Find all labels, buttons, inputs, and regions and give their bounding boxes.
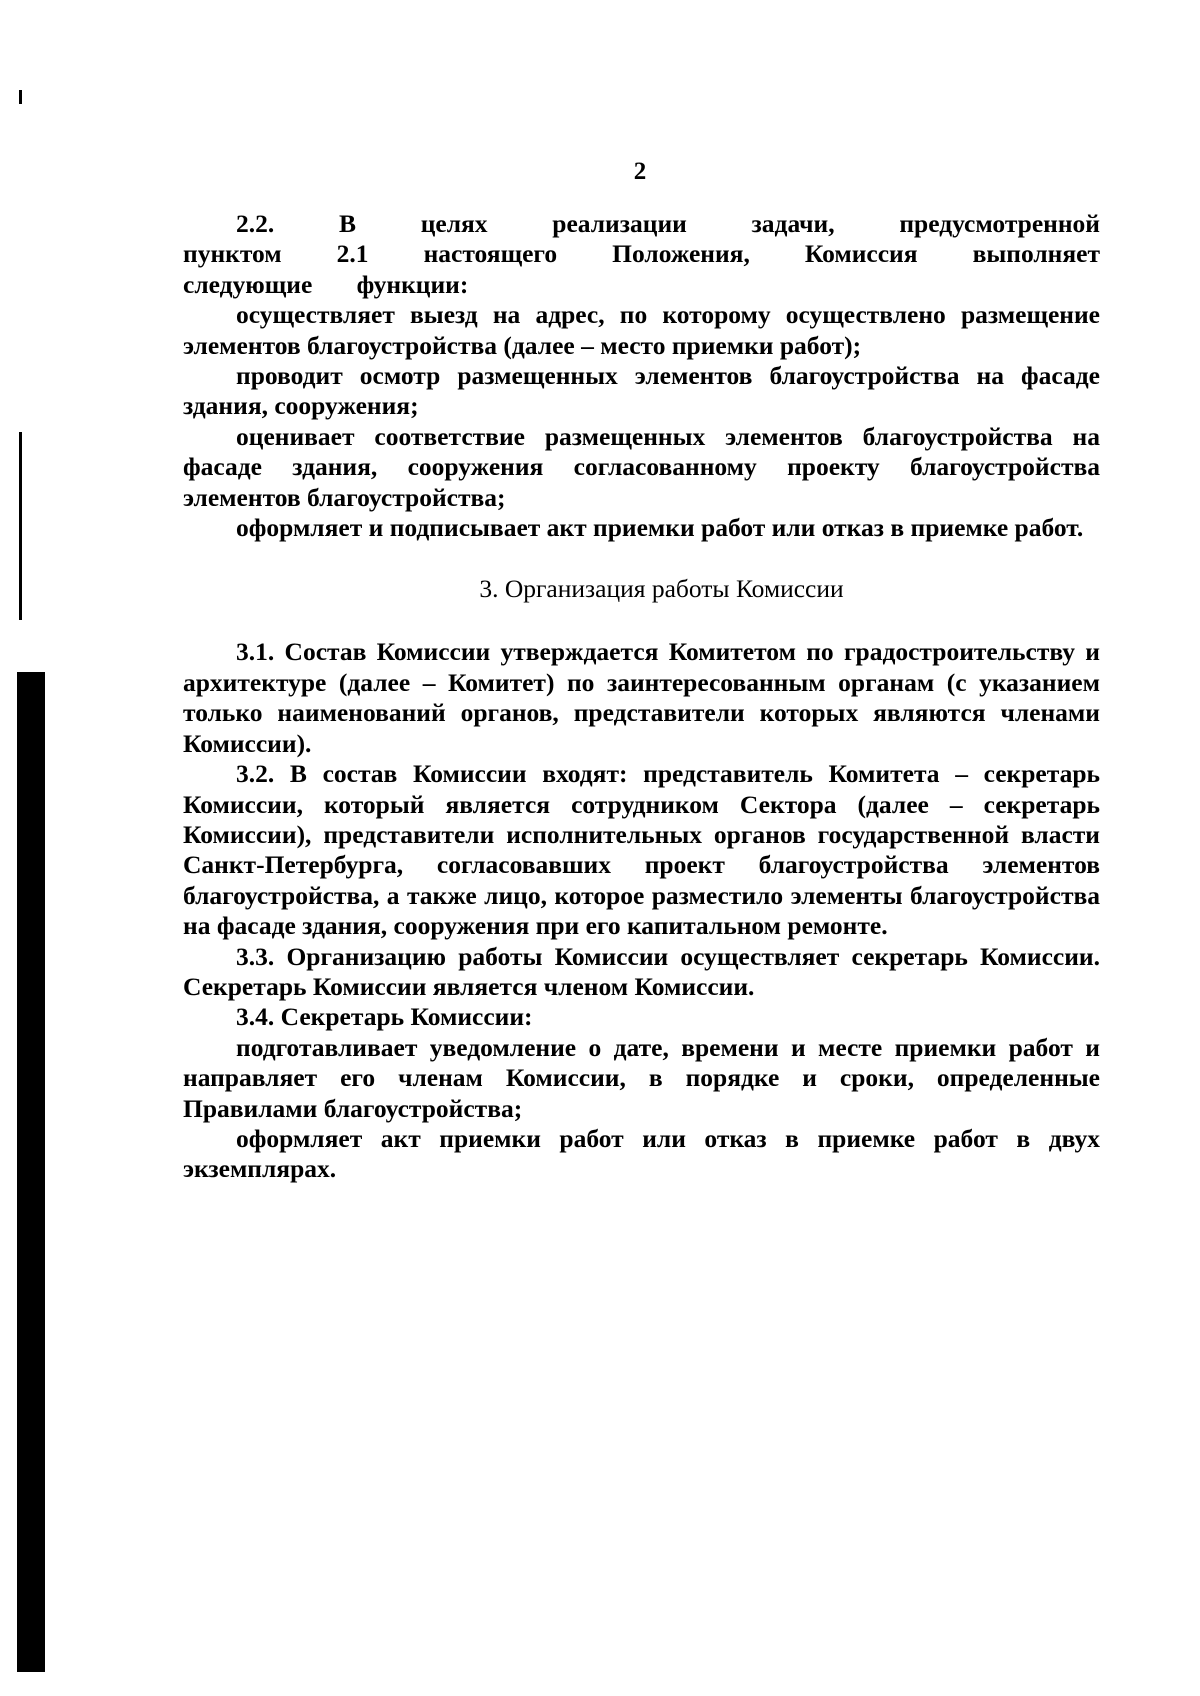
scan-edge-mark [19,90,22,104]
scan-edge-line [19,432,22,620]
function-item: осуществляет выезд на адрес, по которому осуществлено размещение элементов благоустройства (далее – место приемки работ); [183,300,1100,360]
paragraph-3-3: 3.3. Организацию работы Комиссии осуществляет секретарь Комиссии. Секретарь Комиссии является членом Комиссии. [183,941,1100,1001]
paragraph-2-2: 2.2. В целях реализации задачи, предусмотренной пунктом 2.1 настоящего Положения, Комиссия выполняет следующие функции: [183,209,1100,299]
paragraph-3-2: 3.2. В состав Комиссии входят: представитель Комитета – секретарь Комиссии, который является сотрудником Сектора (далее – секретарь Комиссии), представители исполнительных органов государственной власти Санкт-Петербурга, согласовавших проект благоустройства элементов благоустройства, а также лицо, которое разместило элементы благоустройства на фасаде здания, сооружения при его капитальном ремонте. [183,759,1100,941]
function-item: оформляет и подписывает акт приемки работ или отказ в приемке работ. [236,513,1084,543]
page-number: 2 [633,158,647,185]
document-body [183,209,1100,1185]
secretary-duty-item: оформляет акт приемки работ или отказ в приемке работ в двух экземплярах. [183,1123,1100,1184]
scan-edge-bar [17,672,45,1672]
paragraph-3-4: 3.4. Секретарь Комиссии: [236,1002,533,1032]
section-heading: 3. Организация работы Комиссии [479,574,844,604]
paragraph-3-1: 3.1. Состав Комиссии утверждается Комитетом по градостроительству и архитектуре (далее – Комитет) по заинтересованным органам (с указанием только наименований органов, представители которых являются членами Комиссии). [183,637,1100,758]
function-item: проводит осмотр размещенных элементов благоустройства на фасаде здания, сооружения; [183,361,1100,421]
secretary-duty-item: подготавливает уведомление о дате, времени и месте приемки работ и направляет его членам Комиссии, в порядке и сроки, определенные Правилами благоустройства; [183,1032,1100,1123]
function-item: оценивает соответствие размещенных элементов благоустройства на фасаде здания, сооружения согласованному проекту благоустройства элементов благоустройства; [183,421,1100,512]
